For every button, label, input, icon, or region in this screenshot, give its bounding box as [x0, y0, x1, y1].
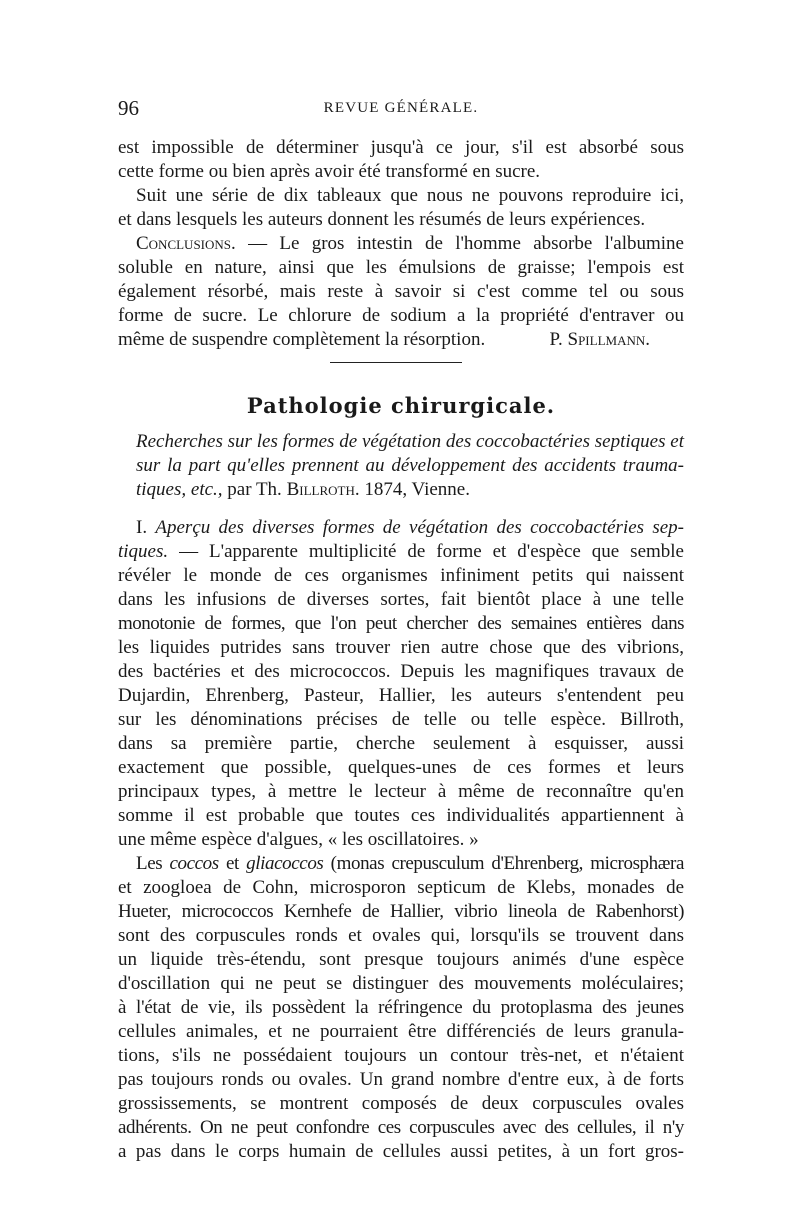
- text-line: et zoogloea de Cohn, microsporon septicum de Klebs, monades de: [118, 877, 684, 898]
- text-line: même de suspendre complètement la résorption.: [118, 329, 486, 350]
- text-line: cette forme ou bien après avoir été transformé en sucre.: [118, 161, 541, 182]
- text-line: sont des corpuscules ronds et ovales qui, lorsqu'ils se trouvent dans: [118, 925, 684, 946]
- text-line: à l'état de vie, ils possèdent la réfringence du protoplasma des jeunes: [118, 997, 684, 1018]
- running-title: REVUE GÉNÉRALE.: [323, 100, 479, 116]
- page-header: [118, 96, 684, 122]
- text-line: dans sa première partie, cherche seulement à esquisser, aussi: [118, 733, 684, 754]
- reference-author: Billroth: [286, 479, 355, 500]
- text-line: cellules animales, et ne pourraient être différenciés de leurs granula-: [118, 1021, 684, 1042]
- text-line: soluble en nature, ainsi que les émulsions de graisse; l'empois est: [118, 257, 684, 278]
- conclusions-line: Conclusions. — Le gros intestin de l'homme absorbe l'albumine: [136, 233, 684, 254]
- text-line: adhérents. On ne peut confondre ces corpuscules avec des cellules, il n'y: [118, 1117, 684, 1138]
- part-heading: I. Aperçu des diverses formes de végétation des coccobactéries sep-: [136, 517, 685, 538]
- text-line: tions, s'ils ne possédaient toujours un contour très-net, et n'étaient: [118, 1045, 684, 1066]
- conclusions-lead: Conclusions.: [136, 233, 236, 254]
- text-line: dans les infusions de diverses sortes, fait bientôt place à une telle: [118, 589, 684, 610]
- text-line: principaux types, à mettre le lecteur à même de reconnaître qu'en: [118, 781, 684, 802]
- reference-line: Recherches sur les formes de végétation des coccobactéries septiques et: [136, 431, 684, 452]
- text-line: des bactéries et des micrococcos. Depuis les magnifiques travaux de: [118, 661, 684, 682]
- text-line: a pas dans le corps humain de cellules aussi petites, à un fort gros-: [118, 1141, 684, 1162]
- text-line: Dujardin, Ehrenberg, Pasteur, Hallier, les auteurs s'entendent peu: [118, 685, 684, 706]
- page-number: 96: [118, 96, 139, 120]
- text-line: Hueter, micrococcos Kernhefe de Hallier, vibrio lineola de Rabenhorst): [118, 901, 684, 922]
- text-line: est impossible de déterminer jusqu'à ce jour, s'il est absorbé sous: [118, 137, 684, 158]
- text-line: monotonie de formes, que l'on peut chercher des semaines entières dans: [118, 613, 684, 634]
- text-line: et dans lesquels les auteurs donnent les résumés de leurs expériences.: [118, 209, 646, 230]
- text-line: d'oscillation qui ne peut se distinguer des mouvements moléculaires;: [118, 973, 684, 994]
- text-line: pas toujours ronds ou ovales. Un grand nombre d'entre eux, à de forts: [118, 1069, 684, 1090]
- text-line: les liquides putrides sans trouver rien autre chose que des vibrions,: [118, 637, 684, 658]
- section-title: Pathologie chirurgicale.: [246, 393, 556, 418]
- reference-line: sur la part qu'elles prennent au développement des accidents trauma-: [136, 455, 684, 476]
- text-line: révéler le monde de ces organismes infiniment petits qui naissent: [118, 565, 684, 586]
- author-signature: P. Spillmann.: [549, 329, 650, 350]
- section-divider: [330, 362, 462, 363]
- text-line: un liquide très-étendu, sont presque toujours animés d'une espèce: [118, 949, 684, 970]
- text-line: Les coccos et gliacoccos (monas crepusculum d'Ehrenberg, microsphæra: [136, 853, 684, 874]
- text-line: sur les dénominations précises de telle ou telle espèce. Billroth,: [118, 709, 684, 730]
- text-line: somme il est probable que toutes ces individualités appartiennent à: [118, 805, 684, 826]
- text-line: forme de sucre. Le chlorure de sodium a la propriété d'entraver ou: [118, 305, 684, 326]
- text-line: exactement que possible, quelques-unes de ces formes et leurs: [118, 757, 684, 778]
- text-line: tiques. — L'apparente multiplicité de forme et d'espèce que semble: [118, 541, 684, 562]
- text-line: également résorbé, mais reste à savoir si c'est comme tel ou sous: [118, 281, 684, 302]
- text-line: Suit une série de dix tableaux que nous ne pouvons reproduire ici,: [136, 185, 684, 206]
- text-line: une même espèce d'algues, « les oscillatoires. »: [118, 829, 479, 850]
- text-line: grossissements, se montrent composés de deux corpuscules ovales: [118, 1093, 684, 1114]
- reference-line: tiques, etc., par Th. Billroth. 1874, Vienne.: [136, 479, 470, 500]
